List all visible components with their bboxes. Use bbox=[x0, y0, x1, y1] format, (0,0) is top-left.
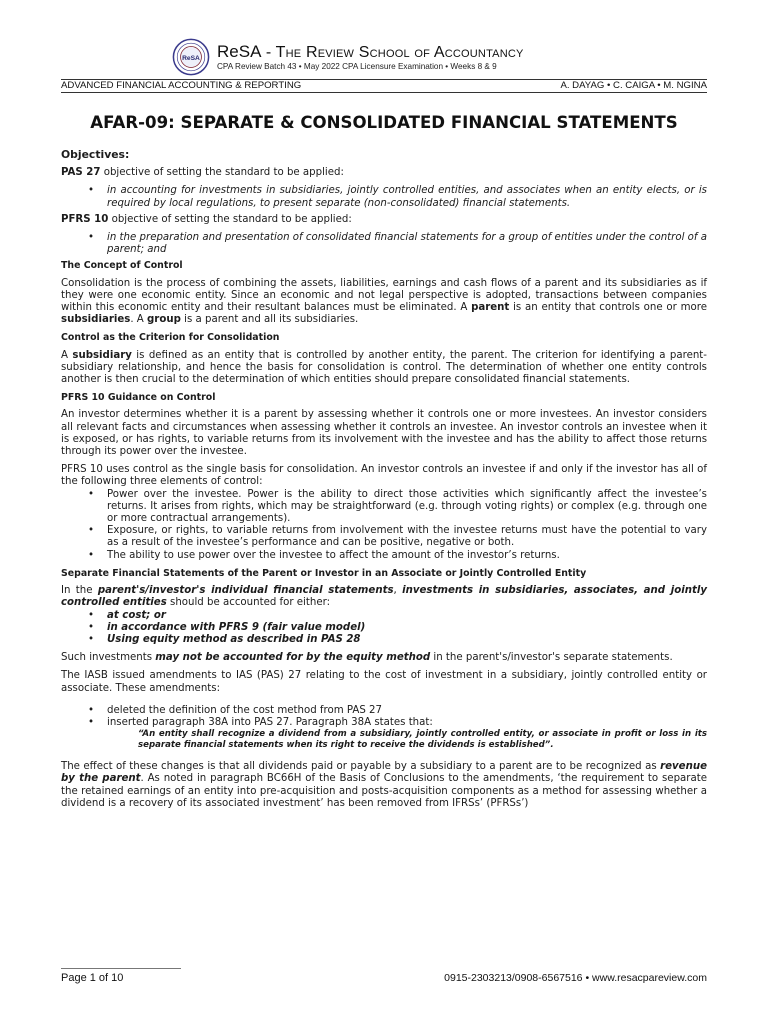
pfrs10-text: objective of setting the standard to be applied: bbox=[108, 213, 352, 225]
criterion-heading: Control as the Criterion for Consolidation bbox=[61, 332, 280, 344]
pfrs10-bullet-list bbox=[61, 232, 707, 256]
concept-paragraph bbox=[61, 278, 707, 327]
bold-italic-term: revenue by the parent bbox=[61, 761, 707, 785]
pas27-text: objective of setting the standard to be applied: bbox=[100, 167, 344, 179]
list-item bbox=[107, 622, 707, 634]
brand-name: ReSA bbox=[217, 42, 262, 61]
criterion-paragraph bbox=[61, 350, 707, 387]
bold-term: subsidiary bbox=[72, 349, 132, 361]
control-elements-list bbox=[61, 489, 707, 562]
bold-term: subsidiaries bbox=[61, 314, 131, 326]
list-item: • deleted the definition of the cost method from PAS 27 bbox=[107, 705, 707, 717]
bold-italic-term: may not be accounted for by the equity method bbox=[155, 652, 431, 664]
amendments-list bbox=[61, 705, 707, 729]
school-name: The Review School of Accountancy bbox=[275, 44, 524, 61]
pas27-bullet-text: in accounting for investments in subsidiaries, jointly controlled entities, and associates when an entity elects, or is required by local regulations, to present separate (non-consolidated) financial statements. bbox=[107, 185, 707, 209]
list-item: • Exposure, or rights, to variable returns from involvement with the investee returns must have the potential to vary as a result of the investee’s performance and can be positive, negative or both. bbox=[107, 525, 707, 549]
list-item bbox=[107, 610, 707, 622]
list-item: • inserted paragraph 38A into PAS 27. Paragraph 38A states that: bbox=[107, 717, 707, 729]
course-title: ADVANCED FINANCIAL ACCOUNTING & REPORTING bbox=[61, 80, 302, 91]
method-text: in accordance with PFRS 9 (fair value model) bbox=[107, 621, 366, 633]
method-text: Using equity method as described in PAS 28 bbox=[107, 633, 361, 645]
separate-fs-heading: Separate Financial Statements of the Parent or Investor in an Associate or Jointly Controlled Entity bbox=[61, 567, 587, 579]
text-run: Such investments bbox=[61, 652, 156, 664]
list-item bbox=[107, 232, 707, 256]
text-run: in the parent's/investor's separate statements. bbox=[430, 652, 673, 664]
text-run: should be accounted for either: bbox=[166, 597, 331, 609]
text-run: is an entity that controls one or more bbox=[509, 302, 707, 314]
accounting-methods-list bbox=[61, 610, 707, 647]
pas27-bullet-list bbox=[61, 185, 707, 209]
bold-italic-term: parent's/investor's individual financial statements bbox=[97, 585, 394, 597]
pas27-objective bbox=[61, 167, 707, 179]
brand-separator: - bbox=[261, 44, 276, 61]
effect-paragraph bbox=[61, 761, 707, 810]
text-run: In the bbox=[61, 585, 98, 597]
pfrs10-objective bbox=[61, 214, 707, 226]
school-heading bbox=[217, 42, 637, 62]
text-run: is a parent and all its subsidiaries. bbox=[180, 314, 359, 326]
amendments-paragraph: The IASB issued amendments to IAS (PAS) 27 relating to the cost of investment in a subsidiary, jointly controlled entity or associate. These amendments: bbox=[61, 670, 707, 694]
guidance-heading: PFRS 10 Guidance on Control bbox=[61, 392, 216, 404]
guidance-paragraph-1: An investor determines whether it is a parent by assessing whether it controls one or more investees. An investor considers all relevant facts and circumstances when assessing whether it controls an investee. An investor controls an investee when it is exposed, or has rights, to variable returns from its involvement with the investee and has the ability to affect those returns through its power over the investee. bbox=[61, 409, 707, 458]
list-item bbox=[107, 634, 707, 646]
list-item bbox=[107, 185, 707, 209]
objectives-heading: Objectives: bbox=[61, 148, 130, 161]
guidance-paragraph-2: PFRS 10 uses control as the single basis for consolidation. An investor controls an investee if and only if the investor has all of the following three elements of control: bbox=[61, 464, 707, 488]
text-run: A bbox=[61, 349, 73, 361]
footer-rule bbox=[61, 968, 181, 969]
pas27-label: PAS 27 bbox=[61, 167, 101, 179]
pfrs10-bullet-text: in the preparation and presentation of consolidated financial statements for a group of entities under the control of a parent; and bbox=[107, 232, 707, 256]
text-run: Consolidation is the process of combining the assets, liabilities, earnings and cash flows of a parent and its subsidiaries as if they were one economic entity. Since an economic and not legal perspective is adopted, transactions between companies within this economic entity and their resultant balances must be eliminated. A bbox=[61, 277, 707, 314]
concept-heading: The Concept of Control bbox=[61, 260, 183, 272]
authors: A. DAYAG • C. CAIGA • M. NGINA bbox=[560, 80, 707, 91]
document-title: AFAR-09: SEPARATE & CONSOLIDATED FINANCIAL STATEMENTS bbox=[90, 113, 678, 132]
bold-italic-term: investments in subsidiaries, associates, and jointly controlled entities bbox=[61, 585, 707, 609]
method-text: at cost; or bbox=[107, 609, 166, 621]
text-run: . A bbox=[130, 314, 148, 326]
text-run: is defined as an entity that is controlled by another entity, the parent. The criterion for identifying a parent-subsidiary relationship, and hence the basis for consolidation is control. The determination of whether one entity controls another is then crucial to the determination of which entities should prepare consolidated financial statements. bbox=[61, 349, 707, 386]
list-item: • Power over the investee. Power is the ability to direct those activities which significantly affect the investee’s returns. It arises from rights, which may be straightforward (e.g. through voting rights) or complex (e.g. through one or more contractual arrangements). bbox=[107, 489, 707, 526]
text-run: , bbox=[393, 585, 403, 597]
paragraph-38a-quote: “An entity shall recognize a dividend from a subsidiary, jointly controlled entity, or associate in profit or loss in its separate financial statements when its right to receive the dividends is established”. bbox=[138, 729, 707, 750]
list-item: • The ability to use power over the investee to affect the amount of the investor’s returns. bbox=[107, 550, 707, 562]
header-bottom-rule bbox=[61, 92, 707, 93]
document-body bbox=[61, 149, 707, 816]
contact-info: 0915-2303213/0908-6567516 • www.resacpareview.com bbox=[444, 972, 707, 984]
pfrs10-label: PFRS 10 bbox=[61, 213, 109, 225]
separate-fs-paragraph bbox=[61, 585, 707, 609]
text-run: . As noted in paragraph BC66H of the Basis of Conclusions to the amendments, ‘the requirement to separate the retained earnings of an entity into pre-acquisition and posts-acquisition components as a method for assessing whether a dividend is a recovery of its associated investment’ has been removed from IFRSs’ (PFRSs’) bbox=[61, 773, 707, 809]
bold-term: group bbox=[147, 314, 181, 326]
resa-logo-icon bbox=[172, 38, 210, 76]
logo-text: ReSA bbox=[182, 54, 200, 62]
page-number: Page 1 of 10 bbox=[61, 972, 124, 984]
batch-subtitle: CPA Review Batch 43 • May 2022 CPA Licensure Examination • Weeks 8 & 9 bbox=[217, 62, 497, 71]
equity-method-paragraph bbox=[61, 652, 707, 664]
text-run: The effect of these changes is that all dividends paid or payable by a subsidiary to a parent are to be recognized as bbox=[61, 761, 661, 773]
bold-term: parent bbox=[471, 302, 510, 314]
